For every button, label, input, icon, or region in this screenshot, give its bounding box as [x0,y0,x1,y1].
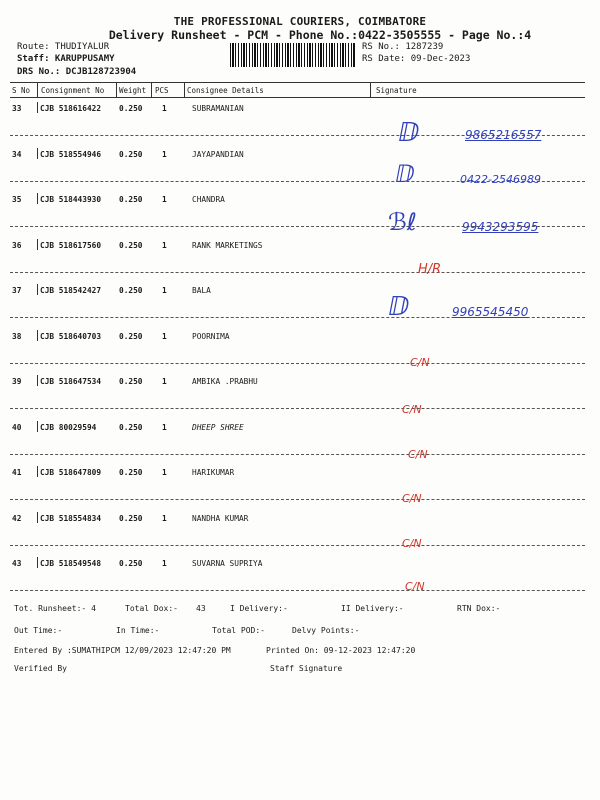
row-consignee: BALA [192,286,211,295]
row-weight: 0.250 [119,332,143,341]
signature-scribble: ⅅ [395,160,415,188]
row-pcs: 1 [162,514,167,523]
ii-delivery: II Delivery:- [341,604,404,613]
row-separator [10,363,585,364]
handwritten-phone: 9865216557 [465,128,542,142]
handwritten-phone: 9943293595 [462,220,539,234]
company-title: THE PROFESSIONAL COURIERS, COIMBATORE [173,15,427,28]
col-weight: Weight [119,86,147,95]
row-separator [10,272,585,273]
row-sno: 33 [12,104,22,113]
row-consignee: HARIKUMAR [192,468,235,477]
row-sno: 34 [12,150,22,159]
row-consignee: NANDHA KUMAR [192,514,249,523]
route-label: Route: THUDIYALUR [17,42,110,52]
row-separator [10,590,585,591]
col-consignee: Consignee Details [187,86,264,95]
col-divider [151,82,152,97]
total-dox-value: 43 [196,604,206,613]
row-divider [37,330,38,341]
row-consignee: DHEEP SHREE [192,423,244,432]
handwritten-hr: H/R [418,262,442,277]
handwritten-cn: C/N [402,492,422,505]
row-weight: 0.250 [119,241,143,250]
delvy-points: Delvy Points:- [292,626,360,635]
handwritten-phone: 9965545450 [452,305,529,319]
col-divider [184,82,185,97]
row-consignee: SUVARNA SUPRIYA [192,559,263,568]
col-sno: S No [12,86,31,95]
row-divider [37,375,38,386]
col-divider [116,82,117,97]
handwritten-cn: C/N [408,448,428,461]
row-divider [37,102,38,113]
row-divider [37,421,38,432]
row-consignee: JAYAPANDIAN [192,150,244,159]
col-divider [37,82,38,97]
total-pod: Total POD:- [212,626,265,635]
row-sno: 37 [12,286,22,295]
row-weight: 0.250 [119,195,143,204]
handwritten-cn: C/N [402,403,422,416]
row-divider [37,557,38,568]
row-weight: 0.250 [119,468,143,477]
row-weight: 0.250 [119,514,143,523]
row-divider [37,239,38,250]
verified-by: Verified By [14,664,67,673]
row-separator [10,545,585,546]
entered-by: Entered By :SUMATHIPCM 12/09/2023 12:47:20 PM [14,646,231,655]
row-consignment-no: CJB 518647809 [40,468,102,477]
signature-scribble: ⅅ [398,118,420,148]
row-sno: 43 [12,559,22,568]
row-consignee: POORNIMA [192,332,230,341]
row-consignment-no: CJB 80029594 [40,423,97,432]
handwritten-phone: 0422-2546989 [460,173,541,186]
table-top-rule [10,82,585,83]
handwritten-cn: C/N [402,537,422,550]
runsheet-title: Delivery Runsheet - PCM - Phone No.:0422-3505555 - Page No.:4 [108,28,532,42]
row-pcs: 1 [162,195,167,204]
row-consignment-no: CJB 518549548 [40,559,102,568]
row-consignment-no: CJB 518443930 [40,195,102,204]
row-separator [10,454,585,455]
row-consignment-no: CJB 518616422 [40,104,102,113]
row-consignment-no: CJB 518647534 [40,377,102,386]
row-pcs: 1 [162,286,167,295]
row-weight: 0.250 [119,377,143,386]
row-consignee: AMBIKA .PRABHU [192,377,258,386]
col-signature: Signature [376,86,417,95]
row-pcs: 1 [162,150,167,159]
row-weight: 0.250 [119,286,143,295]
i-delivery: I Delivery:- [230,604,288,613]
printed-on: Printed On: 09-12-2023 12:47:20 [266,646,416,655]
col-divider [370,82,371,97]
row-divider [37,466,38,477]
barcode [230,43,355,67]
row-consignment-no: CJB 518554834 [40,514,102,523]
row-pcs: 1 [162,332,167,341]
staff-signature: Staff Signature [270,664,343,673]
row-consignment-no: CJB 518617560 [40,241,102,250]
signature-scribble: ℬℓ [388,208,417,236]
row-pcs: 1 [162,559,167,568]
out-time: Out Time:- [14,626,63,635]
row-separator [10,408,585,409]
row-consignee: CHANDRA [192,195,225,204]
row-sno: 39 [12,377,22,386]
rs-number: RS No.: 1287239 [362,42,444,52]
row-divider [37,148,38,159]
row-sno: 35 [12,195,22,204]
row-weight: 0.250 [119,559,143,568]
rs-date: RS Date: 09-Dec-2023 [362,54,471,64]
row-sno: 36 [12,241,22,250]
tot-runsheet: Tot. Runsheet:- 4 [14,604,96,613]
total-dox-label: Total Dox:- [125,604,178,613]
rtn-dox: RTN Dox:- [457,604,501,613]
staff-label: Staff: KARUPPUSAMY [17,54,115,64]
row-pcs: 1 [162,104,167,113]
row-weight: 0.250 [119,104,143,113]
row-pcs: 1 [162,241,167,250]
handwritten-cn: C/N [405,580,425,593]
row-sno: 42 [12,514,22,523]
drs-number: DRS No.: DCJB128723904 [17,67,137,77]
row-consignment-no: CJB 518640703 [40,332,102,341]
row-consignment-no: CJB 518554946 [40,150,102,159]
row-divider [37,512,38,523]
row-consignee: SUBRAMANIAN [192,104,244,113]
table-header-rule [10,97,585,98]
row-pcs: 1 [162,468,167,477]
row-separator [10,499,585,500]
row-consignment-no: CJB 518542427 [40,286,102,295]
row-sno: 41 [12,468,22,477]
row-sno: 40 [12,423,22,432]
col-consignment: Consignment No [41,86,105,95]
col-pcs: PCS [155,86,169,95]
row-weight: 0.250 [119,423,143,432]
in-time: In Time:- [116,626,160,635]
row-divider [37,284,38,295]
row-pcs: 1 [162,423,167,432]
row-consignee: RANK MARKETINGS [192,241,263,250]
signature-scribble: ⅅ [388,292,410,322]
row-weight: 0.250 [119,150,143,159]
row-sno: 38 [12,332,22,341]
row-pcs: 1 [162,377,167,386]
row-divider [37,193,38,204]
handwritten-cn: C/N [410,356,430,369]
